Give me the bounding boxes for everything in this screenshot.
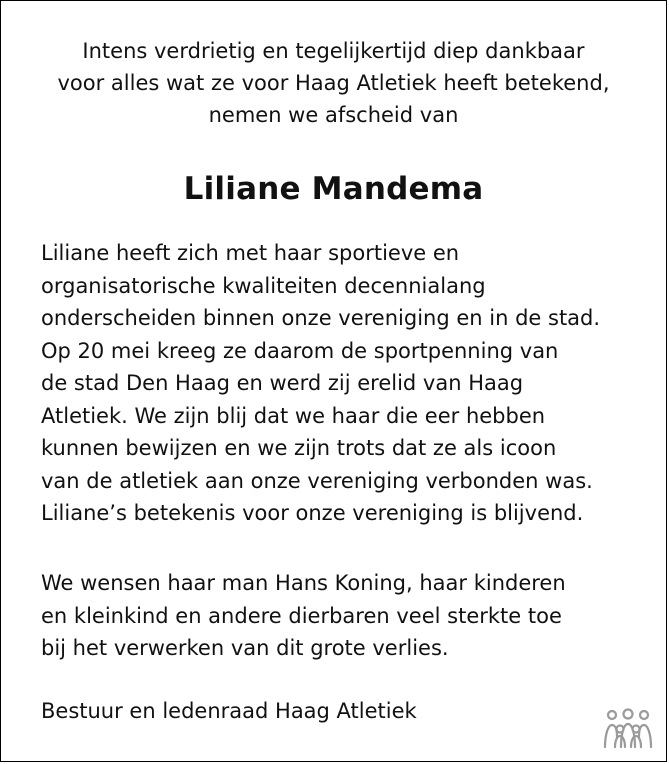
intro-line: voor alles wat ze voor Haag Atletiek heeft betekend, — [57, 71, 610, 95]
condolence-paragraph — [41, 567, 641, 665]
deceased-name: Liliane Mandema — [183, 171, 484, 207]
intro-line: Intens verdrietig en tegelijkertijd diep dankbaar — [82, 39, 585, 63]
paragraph-line: de stad Den Haag en werd zij erelid van Haag — [41, 371, 524, 395]
intro-text — [1, 35, 666, 131]
signature: Bestuur en ledenraad Haag Atletiek — [41, 699, 417, 723]
paragraph-line: We wensen haar man Hans Koning, haar kinderen — [41, 571, 566, 595]
paragraph-line: van de atletiek aan onze vereniging verbonden was. — [41, 468, 593, 493]
paragraph-line: en kleinkind en andere dierbaren veel sterkte toe — [41, 603, 562, 628]
paragraph-line: onderscheiden binnen onze vereniging en in de stad. — [41, 306, 601, 330]
paragraph-line: Liliane heeft zich met haar sportieve en — [41, 241, 460, 265]
paragraph-line: kunnen bewijzen en we zijn trots dat ze als icoon — [41, 436, 557, 460]
paragraph-line: organisatorische kwaliteiten decennialang — [41, 273, 486, 298]
paragraph-line: Atletiek. We zijn blij dat we haar die eer hebben — [41, 403, 546, 428]
intro-line: nemen we afscheid van — [208, 103, 459, 127]
tribute-paragraph — [41, 237, 641, 530]
paragraph-line: Liliane’s betekenis voor onze vereniging is blijvend. — [41, 501, 584, 525]
paragraph-line: bij het verwerken van dit grote verlies. — [41, 636, 449, 660]
paragraph-line: Op 20 mei kreeg ze daarom de sportpenning van — [41, 338, 559, 363]
family-group-icon — [602, 707, 654, 749]
